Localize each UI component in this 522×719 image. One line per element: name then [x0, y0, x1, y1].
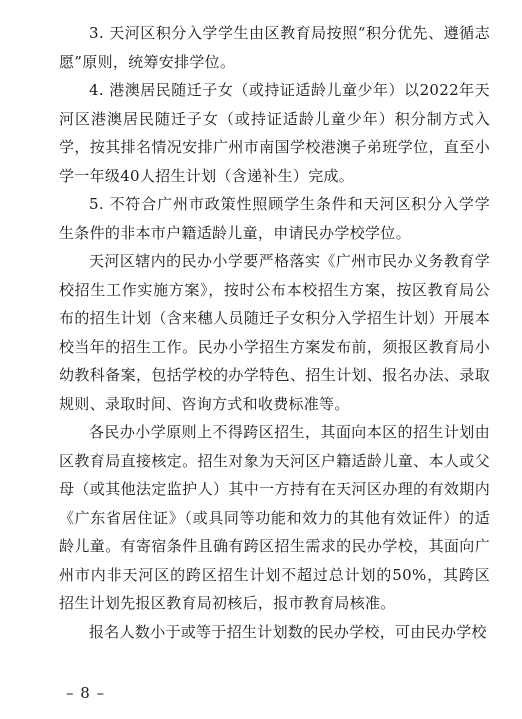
paragraph-cross-district: 各民办小学原则上不得跨区招生，其面向本区的招生计划由区教育局直接核定。招生对象为天河区户籍适龄儿童、本人或父母（或其他法定监护人）其中一方持有在天河区办理的有效期内《广东省居住证》（或具同等功能和效力的其他有效证件）的适龄儿童。有寄宿条件且确有跨区招生需求的民办学校，其面向广州市内非天河区的跨区招生计划不超过总计划的50%，其跨区招生计划先报区教育局初核后，报市教育局核准。 [59, 423, 490, 612]
paragraph-item-4: 4. 港澳居民随迁子女（或持证适龄儿童少年）以2022年天河区港澳居民随迁子女（或持证适龄儿童少年）积分制方式入学，按其排名情况安排广州市南国学校港澳子弟班学位，直至小学一年级40人招生计划（含递补生）完成。 [59, 81, 490, 185]
paragraph-enrollment-count: 报名人数小于或等于招生计划数的民办学校，可由民办学校 [89, 622, 487, 641]
paragraph-private-school-plan: 天河区辖内的民办小学要严格落实《广州市民办义务教育学校招生工作实施方案》，按时公布本校招生方案，按区教育局公布的招生计划（含来穗人员随迁子女积分入学招生计划）开展本校当年的招生工作。民办小学招生方案发布前，须报区教育局小幼教科备案，包括学校的办学特色、招生计划、报名办法、录取规则、录取时间、咨询方式和收费标准等。 [59, 252, 490, 413]
page-number: – 8 – [66, 684, 106, 702]
document-body [59, 19, 490, 646]
paragraph-item-5: 5. 不符合广州市政策性照顾学生条件和天河区积分入学学生条件的非本市户籍适龄儿童，申请民办学校学位。 [59, 195, 490, 242]
paragraph-item-3: 3. 天河区积分入学学生由区教育局按照“积分优先、遵循志愿”原则，统筹安排学位。 [59, 24, 490, 71]
